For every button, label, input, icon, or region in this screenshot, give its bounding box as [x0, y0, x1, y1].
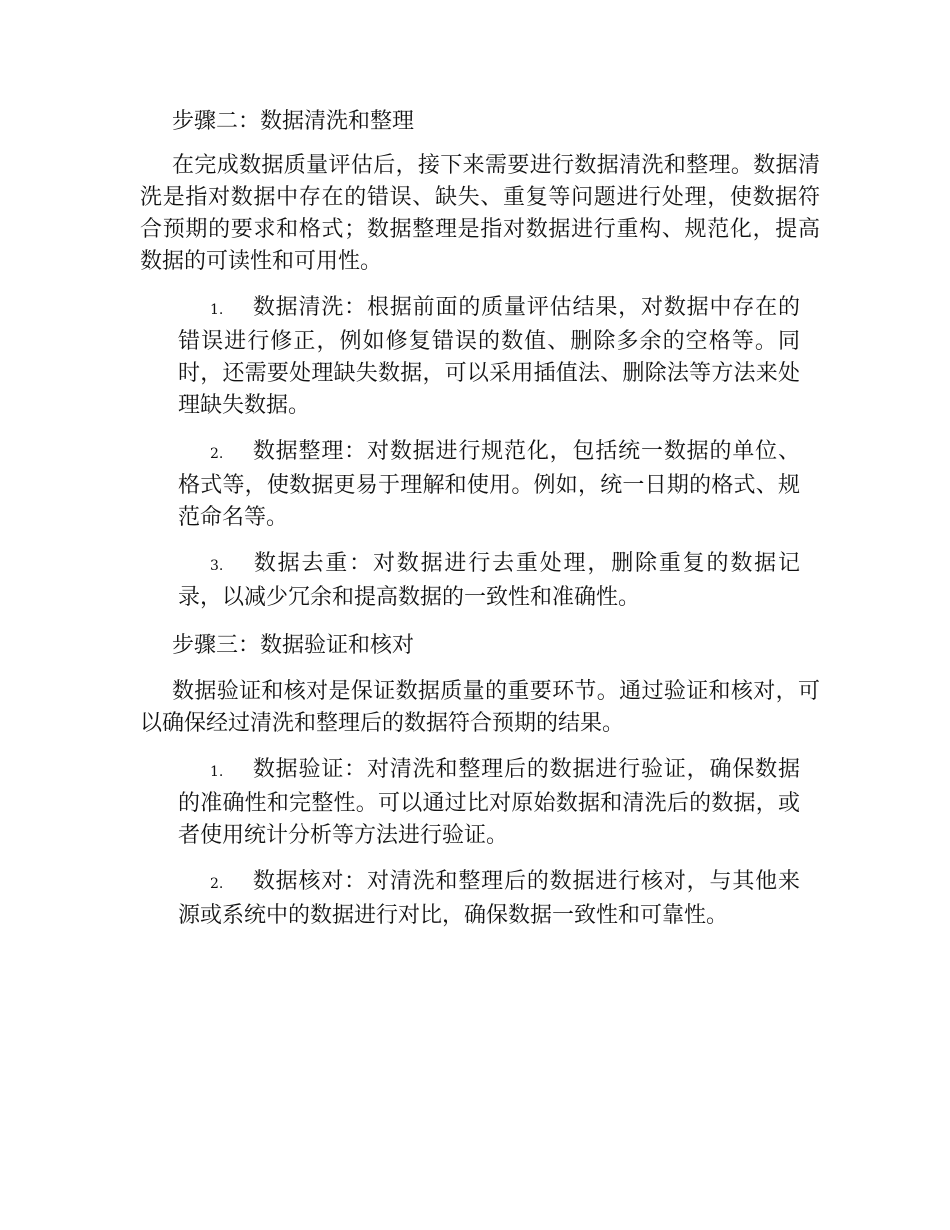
- section-heading: 步骤二：数据清洗和整理: [172, 109, 415, 134]
- list-item: [178, 548, 800, 614]
- list-item-text: 数据清洗：根据前面的质量评估结果，对数据中存在的错误进行修正，例如修复错误的数值、删除多余的空格等。同时，还需要处理缺失数据，可以采用插值法、删除法等方法来处理缺失数据。: [178, 295, 800, 418]
- list-item-number: 1.: [210, 764, 224, 780]
- list-item: [178, 436, 800, 534]
- list-item-number: 1.: [210, 302, 224, 318]
- list-item: [178, 754, 800, 852]
- list-item-number: 3.: [210, 558, 224, 574]
- list-item: [178, 292, 800, 422]
- list-item-number: 2.: [210, 876, 224, 892]
- list-item-number: 2.: [210, 446, 224, 462]
- list-item-text: 数据整理：对数据进行规范化，包括统一数据的单位、格式等，使数据更易于理解和使用。例如，统一日期的格式、规范命名等。: [178, 439, 800, 530]
- section-paragraph: 数据验证和核对是保证数据质量的重要环节。通过验证和核对，可以确保经过清洗和整理后的数据符合预期的结果。: [140, 679, 820, 736]
- section-heading: 步骤三：数据验证和核对: [172, 633, 415, 658]
- list-item-text: 数据验证：对清洗和整理后的数据进行验证，确保数据的准确性和完整性。可以通过比对原始数据和清洗后的数据，或者使用统计分析等方法进行验证。: [178, 757, 800, 848]
- list-item-text: 数据去重：对数据进行去重处理，删除重复的数据记录，以减少冗余和提高数据的一致性和准确性。: [178, 551, 800, 610]
- section-paragraph: 在完成数据质量评估后，接下来需要进行数据清洗和整理。数据清洗是指对数据中存在的错误、缺失、重复等问题进行处理，使数据符合预期的要求和格式；数据整理是指对数据进行重构、规范化，提高数据的可读性和可用性。: [140, 153, 820, 274]
- list-item-text: 数据核对：对清洗和整理后的数据进行核对，与其他来源或系统中的数据进行对比，确保数据一致性和可靠性。: [178, 869, 800, 928]
- list-item: [178, 866, 800, 932]
